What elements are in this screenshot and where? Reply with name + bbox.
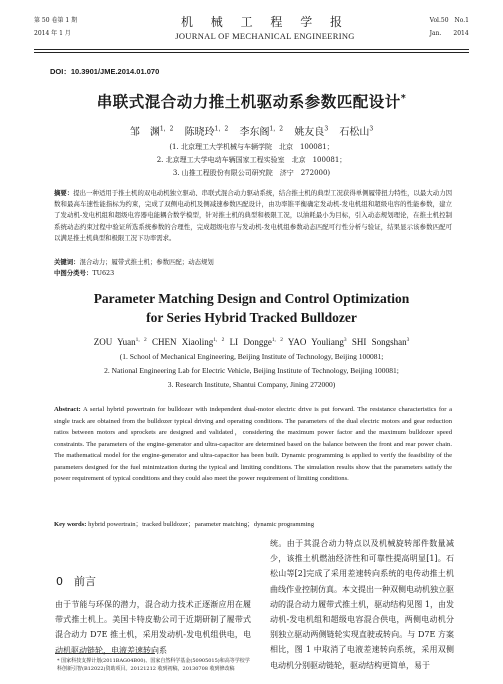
- keywords-cn-label: 关键词：: [54, 258, 80, 266]
- clc-number: [54, 268, 114, 279]
- issue-date: 2014 年 1 月: [34, 30, 71, 37]
- title-en-line1: Parameter Matching Design and Control Optimization: [93, 291, 410, 306]
- title-cn-text: 串联式混合动力推土机驱动系参数匹配设计: [96, 93, 401, 111]
- header-rule-thick: [34, 49, 469, 50]
- footnote-funding: * 国家科技支撑计划(2011BAG04B00)、国家自然科学基金(50905015)和高等学校学科创新引智(B12022)资助项目。20121212 收到初稿，20130708 收到修改稿: [57, 658, 250, 672]
- author-en: LI Dongge$^{1, 2}$: [229, 337, 283, 347]
- clc-value: TU623: [92, 269, 115, 277]
- abstract-cn: [54, 188, 452, 244]
- body-right-column: 统。由于其混合动力特点以及机械旋转部件数量减少，该推土机燃油经济性和可靠性提高明显[1]。石松山等[2]完成了采用差速转向系统的电传动推土机曲线作业控制仿真。本文提出一种双侧电动机独立驱动的混合动力履带式推土机，驱动结构见图 1，由发动机-发电机组和超级电容混合供电，两侧电动机分别独立驱动两侧链轮实现直驶或转向。与 D7E 方案相比，图 1 中取消了电液差速转向系统，采用双侧电动机分别驱动链轮，驱动结构更简单，易于: [270, 539, 454, 670]
- issue-info-en: [430, 14, 469, 40]
- affiliation-cn-1: (1. 北京理工大学机械与车辆学院 北京 100081；: [169, 143, 334, 151]
- author-cn: 李东阁$^{1,2}$: [239, 125, 284, 138]
- author-cn: 姚友良$^3$: [294, 125, 329, 138]
- journal-name: [154, 14, 376, 42]
- author-en: CHEN Xiaoling$^{1, 2}$: [151, 337, 225, 347]
- volume-issue-en: Vol.50 No.1: [429, 17, 469, 24]
- journal-name-cn: 机 械 工 程 学 报: [180, 15, 350, 29]
- keywords-en-text: hybrid powertrain；tracked bulldozer；parameter matching；dynamic programming: [88, 521, 315, 528]
- author-cn: 陈晓玲$^{1,2}$: [184, 125, 229, 138]
- abstract-en-text: A serial hybrid powertrain for bulldozer with independent dual-motor electric drive is put forward. The resistance characteristics for a single track are obtained from the bulldozer typical driving and operating conditions. The parameters of the dual electric motors and gear reduction ratios between motors and sprockets are designed and validated，considering the maximum power factor and the maximum bulldozer speed constraints. The parameters of the engine-generator and ultra-capacitor are determined based on the balance between the front and rear power chain. The mathematical model for the engine-generator and ultra-capacitor has been built. Dynamic programming is applied to verify the feasibility of the parameters designed for the fuel minimization during the typical and limiting conditions. The simulation results show that the parameters satisfy the power requirement of typical conditions and they could also meet the power requirement of limiting conditions.: [54, 406, 452, 482]
- keywords-en-label: Key words:: [54, 521, 87, 528]
- issue-date-en: Jan. 2014: [429, 30, 469, 37]
- authors-en: [0, 337, 503, 347]
- keywords-cn-text: 混合动力；履带式推土机；参数匹配；动态规划: [79, 258, 214, 266]
- journal-name-en: JOURNAL OF MECHANICAL ENGINEERING: [175, 31, 355, 41]
- footnote-rule: [55, 653, 155, 654]
- affiliation-cn-3: 3. 山推工程股份有限公司研究院 济宁 272000): [172, 169, 331, 177]
- abstract-cn-text: 提出一种适用于推土机的双电动机独立驱动、串联式混合动力驱动系统，结合推土机的典型工况获得单侧履带扭力特性，以最大动力因数和最高车速性能指标为约束，完成了双侧电动机及侧减速参数匹配设计，由功率锥平衡确定发动机-发电机组和超级电容的性能参数，建立了发动机-发电机组和超级电容器电能耦合数学模型，针对推土机的典型和极限工况，以油耗最小为目标，引入动态规划理论，在推土机控制系统动态约束过程中验证所选系统参数的合理性，完成超级电容与发动机-发电机组参数动态匹配可行性分析与验证，结果显示该参数匹配可以满足推土机典型和极限工况下功率需求。: [54, 189, 453, 242]
- authors-cn: [0, 123, 503, 138]
- abstract-en-label: Abstract:: [54, 406, 81, 413]
- affiliation-en-1: (1. School of Mechanical Engineering, Beijing Institute of Technology, Beijing 100081;: [119, 352, 384, 361]
- header-rule-thin: [34, 52, 469, 53]
- title-cn: [0, 90, 503, 112]
- affiliation-en-2: 2. National Engineering Lab for Electric Vehicle, Beijing Institute of Technology, Beijing 100081;: [104, 366, 399, 375]
- clc-label: 中图分类号：: [54, 269, 93, 277]
- section-heading-introduction: 0 前言: [56, 575, 96, 588]
- abstract-cn-label: 摘要：: [54, 189, 74, 197]
- doi: DOI：10.3901/JME.2014.01.070: [50, 67, 160, 76]
- affiliation-en-3: 3. Research Institute, Shantui Company, Jining 272000): [167, 380, 336, 389]
- author-en: SHI Songshan$^3$: [351, 337, 410, 347]
- affiliation-cn-2: 2. 北京理工大学电动车辆国家工程实验室 北京 100081；: [156, 156, 347, 164]
- body-left-column: 由于节能与环保的潜力，混合动力技术正逐渐应用在履带式推土机上。美国卡特皮勒公司于近期研制了履带式混合动力 D7E 推土机，采用发动机-发电机组供电，电动机驱动链轮，电液差速转向系: [55, 600, 251, 655]
- volume-issue: 第 50 卷第 1 期: [34, 17, 78, 24]
- keywords-en: [54, 518, 314, 528]
- abstract-en: [54, 404, 452, 485]
- author-en: YAO Youliang$^3$: [287, 337, 347, 347]
- author-cn: 邹 渊$^{1,2}$: [129, 125, 174, 138]
- author-cn: 石松山$^3$: [339, 125, 374, 138]
- keywords-cn: [54, 257, 214, 268]
- issue-info: [34, 14, 77, 40]
- author-en: ZOU Yuan$^{1, 2}$: [93, 337, 147, 347]
- title-en-line2: for Series Hybrid Tracked Bulldozer: [146, 310, 357, 325]
- title-cn-footnote-mark: *: [400, 92, 407, 104]
